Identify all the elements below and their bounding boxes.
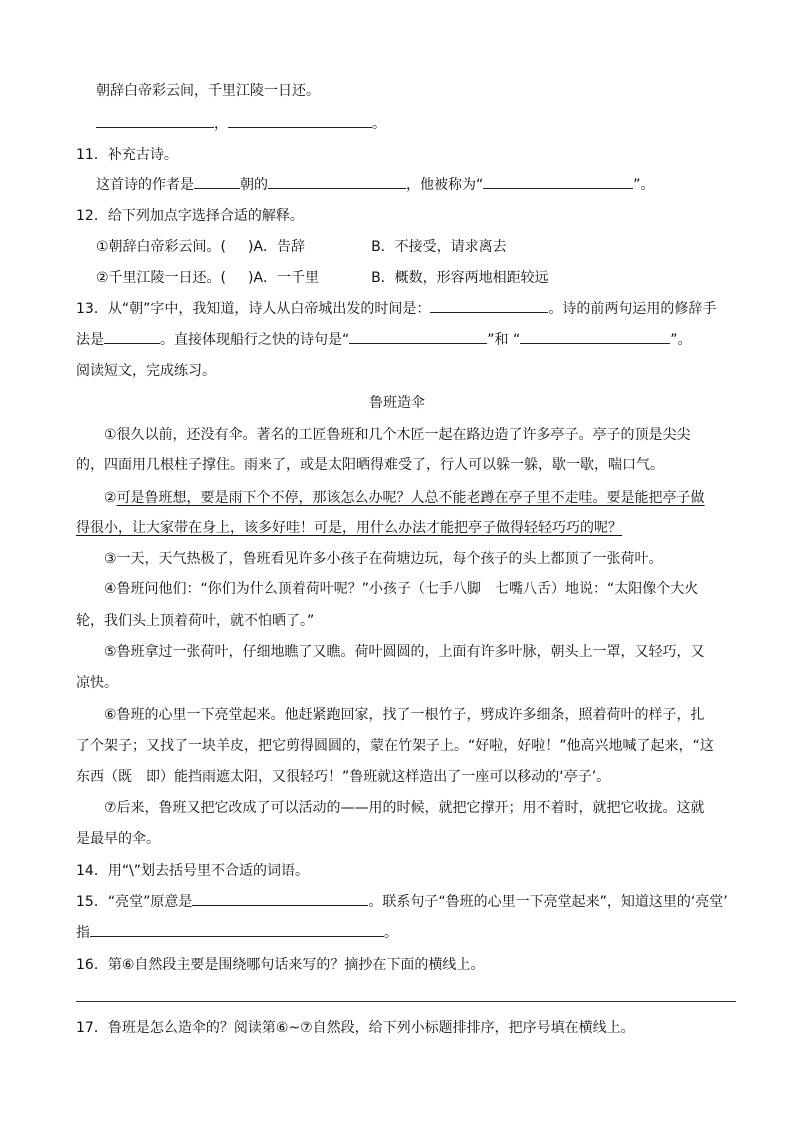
question-12-item-2: [96, 267, 549, 289]
context-meaning-blank[interactable]: [90, 922, 384, 937]
q12-item1-option-b: B．不接受，请求离去: [371, 239, 507, 255]
question-12-label: 12．给下列加点字选择合适的解释。: [76, 208, 304, 224]
story-paragraph-3: ③一天，天气热极了，鲁班看见许多小孩子在荷塘边玩，每个孩子的头上都顶了一张荷叶。: [104, 551, 663, 567]
paragraph-2-number: ②: [104, 490, 117, 506]
q11-text-4: ”。: [633, 177, 655, 193]
story-paragraph-2-line-1: [104, 487, 705, 509]
q15-text-1: 15．“亮堂”原意是: [76, 894, 193, 910]
q11-text-3: ，他被称为“: [406, 177, 484, 193]
verse-blank-1[interactable]: [349, 329, 487, 344]
q16-answer-line[interactable]: [76, 1001, 736, 1002]
q11-text-1: 这首诗的作者是: [96, 177, 194, 193]
answer-blank-2[interactable]: [228, 113, 372, 128]
q13-text-6: ”。: [670, 332, 692, 348]
q13-text-3: 法是: [76, 332, 104, 348]
q15-text-3: 指: [76, 925, 90, 941]
question-15-line-2: [76, 922, 398, 944]
q13-text-4: 。直接体现船行之快的诗句是“: [160, 332, 350, 348]
story-paragraph-4-line-1: ④鲁班问他们：“你们为什么顶着荷叶呢？”小孩子（七手八脚 七嘴八舌）地说：“太阳像个大火: [104, 581, 699, 597]
author-blank[interactable]: [268, 174, 406, 189]
story-paragraph-7-line-2: 是最早的伞。: [76, 831, 160, 847]
q11-text-2: 朝的: [240, 177, 268, 193]
poem-line: 朝辞白帝彩云间，千里江陵一日还。: [96, 83, 320, 99]
original-meaning-blank[interactable]: [192, 891, 368, 906]
paragraph-2-underlined-2: 得很小，让大家带在身上，该多好哇！可是，用什么办法才能把亭子做得轻轻巧巧的呢？: [76, 520, 622, 536]
question-17: 17．鲁班是怎么造伞的？阅读第⑥~⑦自然段，给下列小标题排排序，把序号填在横线上。: [76, 1020, 635, 1036]
q15-text-2: 。联系句子“鲁班的心里一下亮堂起来”，知道这里的‘亮堂’: [368, 894, 728, 910]
q13-text-1: 13．从“朝”字中，我知道，诗人从白帝城出发的时间是：: [76, 301, 431, 317]
story-title: 鲁班造伞: [369, 395, 425, 411]
story-paragraph-5-line-2: 凉快。: [76, 675, 118, 691]
paragraph-2-underlined-1: 可是鲁班想，要是雨下个不停，那该怎么办呢？人总不能老蹲在亭子里不走哇。要是能把亭子做: [116, 490, 705, 506]
period: 。: [372, 116, 386, 132]
question-14: 14．用“\”划去括号里不合适的词语。: [76, 863, 310, 879]
verse-blank-2[interactable]: [520, 329, 670, 344]
poem-answer-line: [96, 113, 386, 135]
q12-item2-text: ②千里江陵一日还。(: [96, 270, 227, 286]
question-11-body: [96, 174, 655, 196]
q12-item2-option-a: )A．一千里: [248, 270, 320, 286]
q13-text-5: ”和 “: [487, 332, 521, 348]
q15-text-4: 。: [384, 925, 398, 941]
comma: ，: [214, 116, 228, 132]
q13-text-2: 。诗的前两句运用的修辞手: [548, 301, 717, 317]
title-blank[interactable]: [483, 174, 633, 189]
story-paragraph-6-line-1: ⑥鲁班的心里一下亮堂起来。他赶紧跑回家，找了一根竹子，劈成许多细条，照着荷叶的样子，扎: [104, 707, 705, 723]
question-13-line-1: [76, 298, 716, 320]
rhetoric-blank[interactable]: [104, 329, 160, 344]
reading-instruction: 阅读短文，完成练习。: [76, 363, 216, 379]
story-paragraph-7-line-1: ⑦后来，鲁班又把它改成了可以活动的——用的时候，就把它撑开；用不着时，就把它收拢。这就: [104, 800, 705, 816]
story-paragraph-6-line-3: 东西（既 即）能挡雨遮太阳，又很轻巧！”鲁班就这样造出了一座可以移动的‘亭子’。: [76, 769, 611, 785]
story-paragraph-5-line-1: ⑤鲁班拿过一张荷叶，仔细地瞧了又瞧。荷叶圆圆的，上面有许多叶脉，朝头上一罩，又轻巧，又: [104, 644, 705, 660]
story-paragraph-6-line-2: 了个架子；又找了一块羊皮，把它剪得圆圆的，蒙在竹架子上。“好啦，好啦！”他高兴地喊了起来，“这: [76, 738, 714, 754]
q12-item1-text: ①朝辞白帝彩云间。(: [96, 239, 227, 255]
story-paragraph-1-line-1: ①很久以前，还没有伞。著名的工匠鲁班和几个木匠一起在路边造了许多亭子。亭子的顶是尖尖: [104, 427, 691, 443]
question-11-label: 11．补充古诗。: [76, 147, 178, 163]
question-13-line-2: [76, 329, 692, 351]
departure-time-blank[interactable]: [430, 298, 548, 313]
story-paragraph-2-line-2: [76, 517, 622, 539]
question-16: 16．第⑥自然段主要是围绕哪句话来写的？摘抄在下面的横线上。: [76, 957, 485, 973]
q12-item1-option-a: )A．告辞: [248, 239, 306, 255]
question-12-item-1: [96, 236, 507, 258]
story-paragraph-1-line-2: 的，四面用几根柱子撑住。雨来了，或是太阳晒得难受了，行人可以躲一躲，歇一歇，喘口气。: [76, 457, 664, 473]
answer-blank-1[interactable]: [96, 113, 214, 128]
story-paragraph-4-line-2: 轮，我们头上顶着荷叶，就不怕晒了。”: [76, 613, 315, 629]
question-15-line-1: [76, 891, 728, 913]
q12-item2-option-b: B．概数，形容两地相距较远: [371, 270, 549, 286]
dynasty-blank[interactable]: [194, 174, 240, 189]
